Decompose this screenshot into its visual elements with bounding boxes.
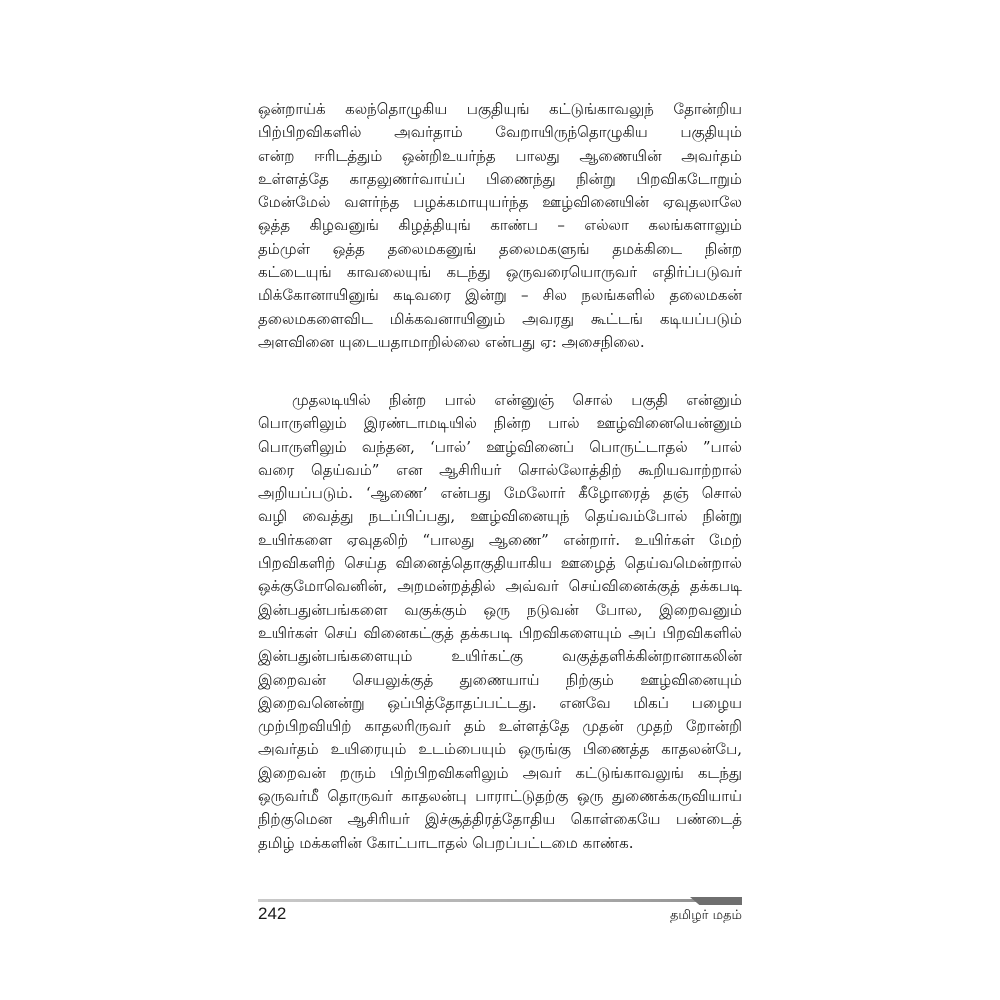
text-line: பொருளிலும் வந்தன, ‘பால்’ ஊழ்வினைப் பொருட்டாதல் ”பால் <box>258 437 742 456</box>
text-line: ஒத்த கிழவனுங் கிழத்தியுங் காண்ப – எல்லா கலங்களாலும் <box>258 216 742 235</box>
text-line: உயிர்களை ஏவுதலிற் “பாலது ஆணை” என்றார். உயிர்கள் மேற் <box>258 530 742 549</box>
text-line: கட்டையுங் காவலையுங் கடந்து ஒருவரையொருவர் எதிர்ப்படுவர் <box>258 263 742 282</box>
text-line: இன்பதுன்பங்களை வகுக்கும் ஒரு நடுவன் போல, இறைவனும் <box>258 600 742 619</box>
paragraph-2 <box>258 389 742 855</box>
footer-tab <box>690 897 742 905</box>
text-line: தம்முள் ஒத்த தலைமகனுங் தலைமகளுங் தமக்கிடை நின்ற <box>258 239 742 258</box>
text-line: பிறவிகளிற் செய்த வினைத்தொகுதியாகிய ஊழைத் தெய்வமென்றால் <box>258 554 742 573</box>
text-line: தலைமகளைவிட மிக்கவனாயினும் அவரது கூட்டங் கடியப்படும் <box>258 309 742 328</box>
text-line: நிற்குமென ஆசிரியர் இச்சூத்திரத்தோதிய கொள்கையே பண்டைத் <box>258 810 742 829</box>
text-line: உள்ளத்தே காதலுணர்வாய்ப் பிணைந்து நின்று பிறவிகடோறும் <box>258 169 742 188</box>
text-line: உயிர்கள் செய் வினைகட்குத் தக்கபடி பிறவிகளையும் அப் பிறவிகளில் <box>258 623 742 642</box>
text-line: ஒன்றாய்க் கலந்தொழுகிய பகுதியுங் கட்டுங்காவலுந் தோன்றிய <box>258 100 742 118</box>
paragraph-1 <box>258 98 742 354</box>
text-line: இன்பதுன்பங்களையும் உயிர்கட்கு வகுத்தளிக்கின்றானாகலின் <box>258 647 742 666</box>
text-line: முற்பிறவியிற் காதலரிருவர் தம் உள்ளத்தே முதன் முதற் றோன்றி <box>258 717 742 736</box>
text-line: அவர்தம் உயிரையும் உடம்பையும் ஒருங்கு பிணைத்த காதலன்பே, <box>258 740 742 759</box>
text-line: இறைவன் றரும் பிற்பிறவிகளிலும் அவர் கட்டுங்காவலுங் கடந்து <box>258 763 742 782</box>
text-line: ஒக்குமோவெனின், அறமன்றத்தில் அவ்வர் செய்வினைக்குத் தக்கபடி <box>258 577 742 596</box>
text-line: அறியப்படும். ‘ஆணை’ என்பது மேலோர் கீழோரைத் தஞ் சொல் <box>258 484 742 503</box>
text-line: இறைவனென்று ஒப்பித்தோதப்பட்டது. எனவே மிகப் பழைய <box>258 693 742 712</box>
text-line: வரை தெய்வம்” என ஆசிரியர் சொல்லோத்திற் கூறியவாற்றால் <box>258 460 742 479</box>
text-line: முதலடியில் நின்ற பால் என்னுஞ் சொல் பகுதி என்னும் <box>292 391 742 409</box>
text-line: பொருளிலும் இரண்டாமடியில் நின்ற பால் ஊழ்வினையென்னும் <box>258 414 742 433</box>
text-line: மேன்மேல் வளர்ந்த பழக்கமாயுயர்ந்த ஊழ்வினையின் ஏவுதலாலே <box>258 193 742 212</box>
text-line: இறைவன் செயலுக்குத் துணையாய் நிற்கும் ஊழ்வினையும் <box>258 670 742 689</box>
text-line: பிற்பிறவிகளில் அவர்தாம் வேறாயிருந்தொழுகிய பகுதியும் <box>258 123 742 142</box>
footer-rule <box>258 899 742 902</box>
text-line: தமிழ் மக்களின் கோட்பாடாதல் பெறப்பட்டமை காண்க. <box>258 833 634 852</box>
text-line: அளவினை யுடையதாமாறில்லை என்பது ஏ: அசைநிலை. <box>258 332 645 351</box>
text-line: என்ற ஈரிடத்தும் ஒன்றிஉயர்ந்த பாலது ஆணையின் அவர்தம் <box>258 146 742 165</box>
page-number: 242 <box>258 904 287 923</box>
book-title: தமிழர் மதம் <box>669 908 742 923</box>
text-line: மிக்கோனாயினுங் கடிவரை இன்று – சில நலங்களில் தலைமகன் <box>258 286 742 305</box>
text-line: ஒருவர்மீ தொருவர் காதலன்பு பாராட்டுதற்கு ஒரு துணைக்கருவியாய் <box>258 787 742 806</box>
text-line: வழி வைத்து நடப்பிப்பது, ஊழ்வினையுந் தெய்வம்போல் நின்று <box>258 507 742 526</box>
